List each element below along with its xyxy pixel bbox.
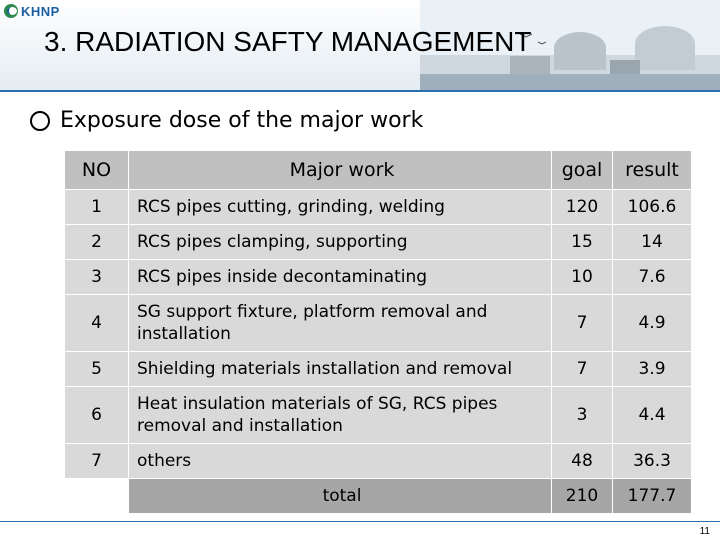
logo-text: KHNP (21, 3, 60, 19)
row-work: Shielding materials installation and removal (129, 352, 552, 387)
table-total-row (65, 479, 692, 514)
header-result: result (613, 151, 692, 190)
row-goal: 7 (552, 352, 613, 387)
exposure-table (64, 150, 692, 514)
row-result: 7.6 (613, 260, 692, 295)
row-goal: 120 (552, 190, 613, 225)
title-divider (0, 90, 720, 92)
table-row (65, 295, 692, 352)
row-no: 6 (65, 387, 129, 444)
row-result: 4.9 (613, 295, 692, 352)
row-no: 4 (65, 295, 129, 352)
row-result: 36.3 (613, 444, 692, 479)
row-work: RCS pipes cutting, grinding, welding (129, 190, 552, 225)
table-row (65, 260, 692, 295)
header-no: NO (65, 151, 129, 190)
row-goal: 10 (552, 260, 613, 295)
row-work: SG support fixture, platform removal and installation (129, 295, 552, 352)
header-major-work: Major work (129, 151, 552, 190)
row-goal: 48 (552, 444, 613, 479)
page-title: 3. RADIATION SAFTY MANAGEMENT (44, 26, 532, 57)
table-row (65, 387, 692, 444)
table-header-row (65, 151, 692, 190)
row-work: RCS pipes clamping, supporting (129, 225, 552, 260)
row-work: others (129, 444, 552, 479)
row-goal: 7 (552, 295, 613, 352)
table-row (65, 352, 692, 387)
page-number: 11 (699, 526, 710, 537)
footer-divider (0, 521, 720, 522)
row-no: 3 (65, 260, 129, 295)
khnp-logo-icon (4, 4, 18, 18)
row-goal: 15 (552, 225, 613, 260)
total-result: 177.7 (613, 479, 692, 514)
row-result: 4.4 (613, 387, 692, 444)
row-no: 1 (65, 190, 129, 225)
row-work: Heat insulation materials of SG, RCS pipes removal and installation (129, 387, 552, 444)
table-row (65, 444, 692, 479)
row-result: 14 (613, 225, 692, 260)
table-row (65, 190, 692, 225)
section-subtitle (30, 108, 423, 133)
header-band (0, 0, 720, 92)
total-label: total (129, 479, 552, 514)
subtitle-text: Exposure dose of the major work (60, 108, 424, 133)
row-no: 2 (65, 225, 129, 260)
row-goal: 3 (552, 387, 613, 444)
total-goal: 210 (552, 479, 613, 514)
row-result: 3.9 (613, 352, 692, 387)
table-row (65, 225, 692, 260)
header-goal: goal (552, 151, 613, 190)
khnp-logo (4, 2, 60, 20)
row-work: RCS pipes inside decontaminating (129, 260, 552, 295)
row-result: 106.6 (613, 190, 692, 225)
total-blank-cell (65, 479, 129, 514)
row-no: 7 (65, 444, 129, 479)
circle-bullet-icon (30, 111, 50, 131)
row-no: 5 (65, 352, 129, 387)
